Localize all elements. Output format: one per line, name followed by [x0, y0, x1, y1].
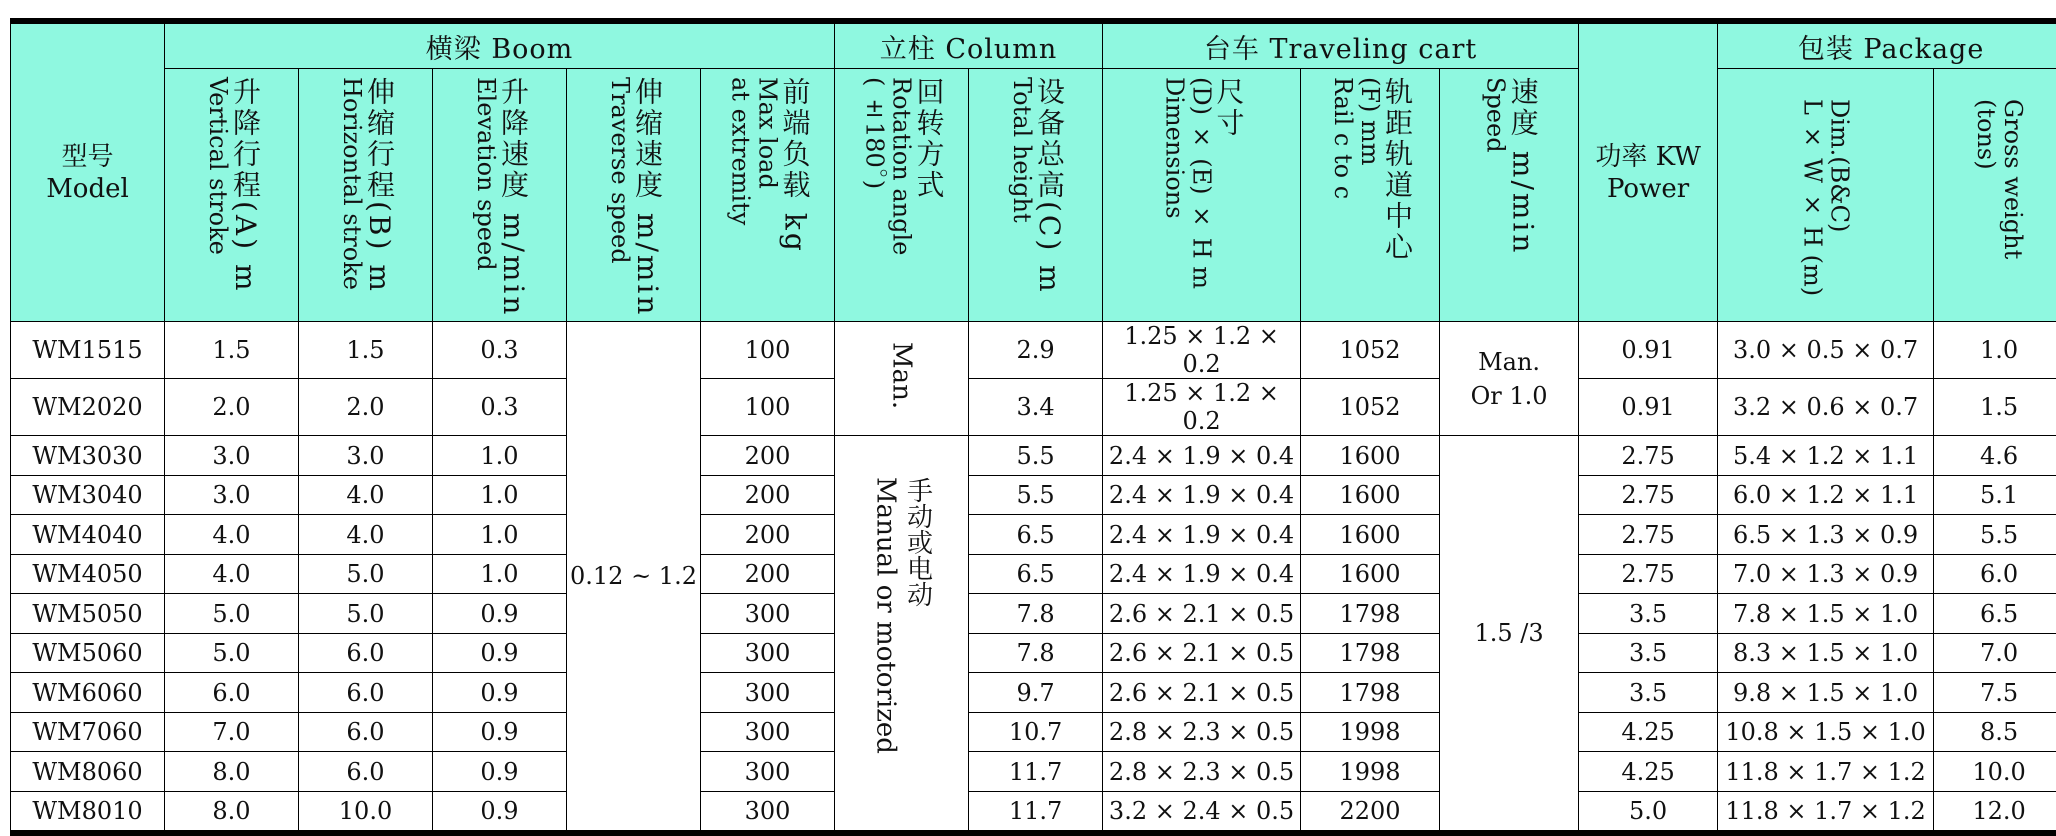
- table-row: [11, 475, 2056, 515]
- cell-model: WM5050: [11, 594, 165, 634]
- table-row: [11, 633, 2056, 673]
- cell-max-load: 200: [701, 436, 835, 476]
- cell-model: WM3030: [11, 436, 165, 476]
- cell-total-height: 9.7: [969, 673, 1103, 713]
- cell-max-load: 100: [701, 379, 835, 436]
- cell-horizontal-stroke: 3.0: [299, 436, 433, 476]
- cell-power: 2.75: [1579, 436, 1718, 476]
- table-row: [11, 436, 2056, 476]
- table-row: [11, 379, 2056, 436]
- cell-elevation-speed: 1.0: [433, 475, 567, 515]
- cell-power: 3.5: [1579, 633, 1718, 673]
- header-power-en: Power: [1579, 173, 1717, 205]
- cell-gross-weight: 1.0: [1934, 322, 2056, 379]
- cell-total-height: 11.7: [969, 791, 1103, 833]
- rotation-mode-text: [870, 477, 934, 784]
- cell-model: WM7060: [11, 712, 165, 752]
- header-gross-weight: [1934, 69, 2056, 322]
- cell-package-dim: 8.3 × 1.5 × 1.0: [1718, 633, 1934, 673]
- cell-horizontal-stroke: 4.0: [299, 475, 433, 515]
- cell-rail: 1052: [1301, 322, 1440, 379]
- header-gross-weight-en1: Gross weight: [1999, 99, 2027, 259]
- header-horizontal-stroke: [299, 69, 433, 322]
- header-package-dim-en1: Dim.(B&C): [1826, 99, 1854, 232]
- cell-power: 0.91: [1579, 322, 1718, 379]
- cell-dimensions: 2.6 × 2.1 × 0.5: [1103, 594, 1301, 634]
- cell-traverse-speed: 0.12 ~ 1.2: [567, 322, 701, 834]
- cell-total-height: 3.4: [969, 379, 1103, 436]
- cell-rail: 1998: [1301, 752, 1440, 792]
- cell-vertical-stroke: 3.0: [165, 475, 299, 515]
- header-model: [11, 21, 165, 322]
- cell-elevation-speed: 1.0: [433, 436, 567, 476]
- cell-vertical-stroke: 6.0: [165, 673, 299, 713]
- cell-package-dim: 6.0 × 1.2 × 1.1: [1718, 475, 1934, 515]
- cell-horizontal-stroke: 6.0: [299, 712, 433, 752]
- cell-total-height: 2.9: [969, 322, 1103, 379]
- cell-horizontal-stroke: 5.0: [299, 554, 433, 594]
- header-dimensions-en1: (D) × (E) × H m: [1188, 77, 1216, 289]
- cell-package-dim: 11.8 × 1.7 × 1.2: [1718, 791, 1934, 833]
- cell-vertical-stroke: 8.0: [165, 752, 299, 792]
- cell-max-load: 100: [701, 322, 835, 379]
- table-row: [11, 594, 2056, 634]
- cell-elevation-speed: 1.0: [433, 515, 567, 555]
- table-row: [11, 515, 2056, 555]
- cell-dimensions: 1.25 × 1.2 × 0.2: [1103, 379, 1301, 436]
- cell-rail: 1600: [1301, 515, 1440, 555]
- table-row: [11, 791, 2056, 833]
- header-elevation-speed-en: Elevation speed: [472, 77, 500, 271]
- cell-power: 2.75: [1579, 515, 1718, 555]
- header-vertical-stroke: [165, 69, 299, 322]
- rotation-mode-cn: 手动或电动: [903, 477, 933, 607]
- header-model-en: Model: [11, 173, 164, 205]
- cell-horizontal-stroke: 5.0: [299, 594, 433, 634]
- spec-table: [10, 18, 2056, 836]
- cell-dimensions: 2.6 × 2.1 × 0.5: [1103, 673, 1301, 713]
- header-package-dim-en2: L × W × H (m): [1799, 99, 1827, 296]
- cell-elevation-speed: 0.9: [433, 673, 567, 713]
- cell-horizontal-stroke: 2.0: [299, 379, 433, 436]
- cell-elevation-speed: 0.3: [433, 322, 567, 379]
- group-column: 立柱 Column: [835, 21, 1103, 69]
- cell-gross-weight: 4.6: [1934, 436, 2056, 476]
- cell-dimensions: 1.25 × 1.2 × 0.2: [1103, 322, 1301, 379]
- table-row: [11, 673, 2056, 713]
- cell-model: WM4050: [11, 554, 165, 594]
- header-traverse-speed: [567, 69, 701, 322]
- header-elevation-speed-cn: 升降速度 m/min: [497, 77, 530, 317]
- cell-power: 3.5: [1579, 673, 1718, 713]
- cell-gross-weight: 6.0: [1934, 554, 2056, 594]
- cell-dimensions: 2.4 × 1.9 × 0.4: [1103, 475, 1301, 515]
- header-rail-en1: (F) mm: [1356, 77, 1384, 166]
- cell-dimensions: 2.8 × 2.3 × 0.5: [1103, 712, 1301, 752]
- cell-elevation-speed: 0.3: [433, 379, 567, 436]
- header-max-load-cn: 前端负载 kg: [779, 77, 812, 254]
- table-row: [11, 752, 2056, 792]
- cell-max-load: 300: [701, 712, 835, 752]
- cell-max-load: 300: [701, 594, 835, 634]
- cell-vertical-stroke: 7.0: [165, 712, 299, 752]
- cell-total-height: 6.5: [969, 554, 1103, 594]
- header-dimensions: [1103, 69, 1301, 322]
- cell-elevation-speed: 0.9: [433, 791, 567, 833]
- cell-package-dim: 11.8 × 1.7 × 1.2: [1718, 752, 1934, 792]
- cell-vertical-stroke: 1.5: [165, 322, 299, 379]
- cell-package-dim: 7.0 × 1.3 × 0.9: [1718, 554, 1934, 594]
- table-row: [11, 322, 2056, 379]
- rotation-mode-en: Manual or motorized: [871, 477, 901, 754]
- cell-package-dim: 6.5 × 1.3 × 0.9: [1718, 515, 1934, 555]
- cell-total-height: 10.7: [969, 712, 1103, 752]
- cell-power: 2.75: [1579, 475, 1718, 515]
- cell-power: 0.91: [1579, 379, 1718, 436]
- cell-power: 5.0: [1579, 791, 1718, 833]
- table-body: [11, 322, 2056, 834]
- cell-max-load: 200: [701, 475, 835, 515]
- cell-max-load: 300: [701, 633, 835, 673]
- cell-cart-speed: 1.5 /3: [1440, 436, 1579, 834]
- cell-model: WM4040: [11, 515, 165, 555]
- header-rail: [1301, 69, 1440, 322]
- cart-speed-line1: Man.: [1471, 345, 1548, 379]
- cell-dimensions: 3.2 × 2.4 × 0.5: [1103, 791, 1301, 833]
- cell-rail: 1798: [1301, 673, 1440, 713]
- cell-vertical-stroke: 2.0: [165, 379, 299, 436]
- cell-dimensions: 2.6 × 2.1 × 0.5: [1103, 633, 1301, 673]
- cell-gross-weight: 1.5: [1934, 379, 2056, 436]
- cell-total-height: 5.5: [969, 475, 1103, 515]
- header-horizontal-stroke-cn: 伸缩行程(B) m: [363, 77, 396, 294]
- cell-total-height: 11.7: [969, 752, 1103, 792]
- cell-gross-weight: 6.5: [1934, 594, 2056, 634]
- cell-gross-weight: 5.1: [1934, 475, 2056, 515]
- cell-vertical-stroke: 5.0: [165, 633, 299, 673]
- cell-horizontal-stroke: 6.0: [299, 752, 433, 792]
- header-horizontal-stroke-en: Horizontal stroke: [338, 77, 366, 290]
- group-cart: 台车 Traveling cart: [1103, 21, 1579, 69]
- cell-total-height: 7.8: [969, 594, 1103, 634]
- cell-rail: 1998: [1301, 712, 1440, 752]
- header-max-load-en2: at extremity: [727, 77, 755, 225]
- cell-gross-weight: 7.0: [1934, 633, 2056, 673]
- cell-vertical-stroke: 4.0: [165, 515, 299, 555]
- cell-elevation-speed: 0.9: [433, 594, 567, 634]
- cell-horizontal-stroke: 10.0: [299, 791, 433, 833]
- cell-model: WM5060: [11, 633, 165, 673]
- cell-max-load: 300: [701, 791, 835, 833]
- header-rotation-en1: Rotation angle: [888, 77, 916, 255]
- cell-rotation-man: [835, 322, 969, 436]
- header-rail-cn: 轨距轨道中心: [1381, 77, 1414, 263]
- cell-rail: 1052: [1301, 379, 1440, 436]
- cell-gross-weight: 5.5: [1934, 515, 2056, 555]
- cell-rail: 1600: [1301, 475, 1440, 515]
- cell-horizontal-stroke: 6.0: [299, 673, 433, 713]
- cell-model: WM1515: [11, 322, 165, 379]
- header-power: [1579, 21, 1718, 322]
- header-cart-speed: [1440, 69, 1579, 322]
- cell-rail: 1600: [1301, 436, 1440, 476]
- cell-rotation-manual-or-motorized: [835, 436, 969, 834]
- header-model-cn: 型号: [11, 141, 164, 173]
- cell-dimensions: 2.4 × 1.9 × 0.4: [1103, 554, 1301, 594]
- cart-speed-line2: Or 1.0: [1471, 379, 1548, 413]
- header-vertical-stroke-cn: 升降行程(A) m: [229, 77, 262, 294]
- cell-model: WM8010: [11, 791, 165, 833]
- header-gross-weight-en2: (tons): [1972, 99, 2000, 170]
- cell-horizontal-stroke: 1.5: [299, 322, 433, 379]
- cell-package-dim: 10.8 × 1.5 × 1.0: [1718, 712, 1934, 752]
- cell-horizontal-stroke: 4.0: [299, 515, 433, 555]
- cell-dimensions: 2.8 × 2.3 × 0.5: [1103, 752, 1301, 792]
- cell-package-dim: 3.0 × 0.5 × 0.7: [1718, 322, 1934, 379]
- table-row: [11, 554, 2056, 594]
- header-traverse-speed-en: Traverse speed: [606, 77, 634, 264]
- cell-max-load: 200: [701, 515, 835, 555]
- cell-package-dim: 3.2 × 0.6 × 0.7: [1718, 379, 1934, 436]
- cell-package-dim: 9.8 × 1.5 × 1.0: [1718, 673, 1934, 713]
- header-rotation-cn: 回转方式: [913, 77, 946, 201]
- cell-total-height: 6.5: [969, 515, 1103, 555]
- cell-power: 4.25: [1579, 752, 1718, 792]
- cell-elevation-speed: 1.0: [433, 554, 567, 594]
- cell-total-height: 5.5: [969, 436, 1103, 476]
- header-rotation-en2: ( ±180。): [861, 77, 889, 189]
- header-max-load-en1: Max load: [754, 77, 782, 189]
- table-row: [11, 712, 2056, 752]
- cell-max-load: 200: [701, 554, 835, 594]
- header-traverse-speed-cn: 伸缩速度 m/min: [631, 77, 664, 317]
- cell-gross-weight: 8.5: [1934, 712, 2056, 752]
- cell-dimensions: 2.4 × 1.9 × 0.4: [1103, 436, 1301, 476]
- cart-speed-man-text: [1471, 345, 1548, 413]
- header-package-dim: [1718, 69, 1934, 322]
- header-rotation: [835, 69, 969, 322]
- cell-vertical-stroke: 4.0: [165, 554, 299, 594]
- cell-rail: 2200: [1301, 791, 1440, 833]
- header-max-load: [701, 69, 835, 322]
- header-total-height-cn: 设备总高(C) m: [1033, 77, 1066, 295]
- rotation-man-text: Man.: [886, 342, 918, 409]
- header-dimensions-en2: Dimensions: [1161, 77, 1189, 219]
- header-total-height: [969, 69, 1103, 322]
- cell-vertical-stroke: 5.0: [165, 594, 299, 634]
- header-power-cn: 功率 KW: [1579, 141, 1717, 173]
- cell-vertical-stroke: 8.0: [165, 791, 299, 833]
- cell-max-load: 300: [701, 752, 835, 792]
- cell-gross-weight: 7.5: [1934, 673, 2056, 713]
- cell-package-dim: 5.4 × 1.2 × 1.1: [1718, 436, 1934, 476]
- cell-power: 4.25: [1579, 712, 1718, 752]
- cell-model: WM8060: [11, 752, 165, 792]
- header-dimensions-cn: 尺寸: [1213, 77, 1246, 139]
- cell-dimensions: 2.4 × 1.9 × 0.4: [1103, 515, 1301, 555]
- cell-elevation-speed: 0.9: [433, 752, 567, 792]
- group-package: 包装 Package: [1718, 21, 2056, 69]
- cell-rail: 1600: [1301, 554, 1440, 594]
- cell-power: 3.5: [1579, 594, 1718, 634]
- header-cart-speed-en: Speed: [1482, 77, 1510, 153]
- cell-elevation-speed: 0.9: [433, 633, 567, 673]
- cell-power: 2.75: [1579, 554, 1718, 594]
- cell-max-load: 300: [701, 673, 835, 713]
- cell-package-dim: 7.8 × 1.5 × 1.0: [1718, 594, 1934, 634]
- header-total-height-en: Total height: [1008, 77, 1036, 223]
- header-cart-speed-cn: 速度 m/min: [1507, 77, 1540, 255]
- cell-rail: 1798: [1301, 594, 1440, 634]
- cell-gross-weight: 12.0: [1934, 791, 2056, 833]
- header-vertical-stroke-en: Vertical stroke: [204, 77, 232, 255]
- cell-model: WM6060: [11, 673, 165, 713]
- cell-cart-speed-man: [1440, 322, 1579, 436]
- cell-vertical-stroke: 3.0: [165, 436, 299, 476]
- header-rail-en2: Rail c to c: [1329, 77, 1357, 199]
- cell-rail: 1798: [1301, 633, 1440, 673]
- cell-elevation-speed: 0.9: [433, 712, 567, 752]
- cell-horizontal-stroke: 6.0: [299, 633, 433, 673]
- cell-model: WM2020: [11, 379, 165, 436]
- cell-model: WM3040: [11, 475, 165, 515]
- header-elevation-speed: [433, 69, 567, 322]
- cell-gross-weight: 10.0: [1934, 752, 2056, 792]
- group-boom: 横梁 Boom: [165, 21, 835, 69]
- cell-total-height: 7.8: [969, 633, 1103, 673]
